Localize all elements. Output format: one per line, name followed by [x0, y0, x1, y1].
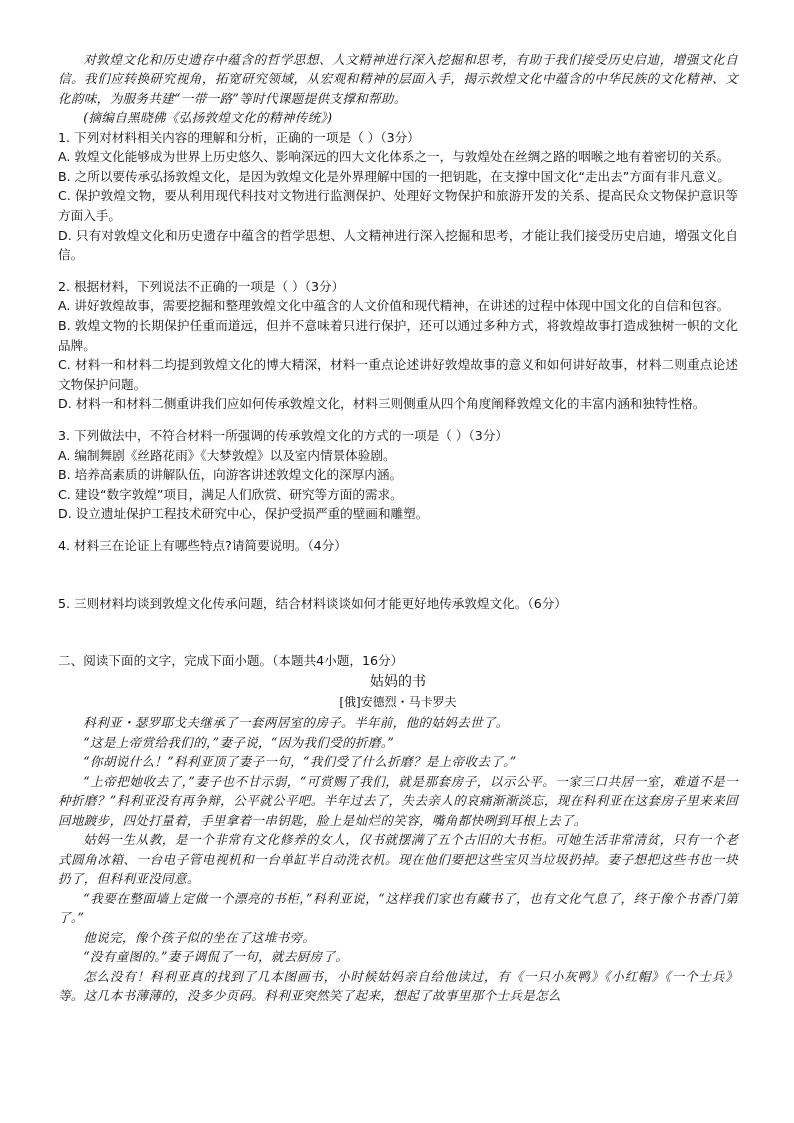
option-b: B. 之所以要传承弘扬敦煌文化，是因为敦煌文化是外界理解中国的一把钥匙，在支撑中国文化“走出去”方面有非凡意义。 — [58, 168, 730, 184]
story-paragraph: “你胡说什么！”科利亚顶了妻子一句，“我们受了什么折磨？是上帝收去了。” — [83, 754, 517, 770]
option-b: B. 敦煌文物的长期保护任重而道远，但并不意味着只进行保护，还可以通过多种方式，将敦煌故事打造成独树一帜的文化品牌。 — [58, 317, 738, 353]
question-stem: 3. 下列做法中，不符合材料一所强调的传承敦煌文化的方式的一项是（ ）（3分） — [58, 427, 508, 443]
story-paragraph: 他说完，像个孩子似的坐在了这堆书旁。 — [83, 929, 316, 945]
question-5 — [58, 594, 738, 614]
question-1 — [58, 128, 738, 265]
option-d: D. 只有对敦煌文化和历史遗存中蕴含的哲学思想、人文精神进行深入挖掘和思考，才能让我们接受历史启迪，增强文化自信。 — [58, 227, 738, 263]
story-paragraph: “没有童图的。”妻子调侃了一句，就去厨房了。 — [83, 949, 349, 965]
question-stem: 2. 根据材料，下列说法不正确的一项是（ ）（3分） — [58, 278, 345, 294]
option-a: A. 讲好敦煌故事，需要挖掘和整理敦煌文化中蕴含的人文价值和现代精神，在讲述的过程中体现中国文化的自信和包容。 — [58, 298, 730, 314]
material-excerpt — [58, 50, 738, 128]
option-c: C. 建设“数字敦煌”项目，满足人们欣赏、研究等方面的需求。 — [58, 486, 403, 502]
question-4 — [58, 536, 738, 556]
option-a: A. 敦煌文化能够成为世界上历史悠久、影响深远的四大文化体系之一，与敦煌处在丝绸之路的咽喉之地有着密切的关系。 — [58, 149, 730, 165]
question-stem: 1. 下列对材料相关内容的理解和分析，正确的一项是（ ）（3分） — [58, 129, 420, 145]
story-paragraph: “这是上帝赏给我们的，”妻子说，“因为我们受的折磨。” — [83, 734, 395, 750]
option-d: D. 材料一和材料二侧重讲我们应如何传承敦煌文化，材料三则侧重从四个角度阐释敦煌文化的丰富内涵和独特性格。 — [58, 396, 706, 412]
story-paragraph: “上帝把她收去了，”妻子也不甘示弱，“可赏赐了我们，就是那套房子，以示公平。一家三口共居一室，难道不是一种折磨？”科利亚没有再争辩，公平就公平吧。半年过去了，失去亲人的哀痛渐渐淡忘，现在科利亚在这套房子里来来回回地踱步，四处打量着，手里拿着一串钥匙，脸上是灿烂的笑容，嘴角都快咧到耳根上去了。 — [58, 773, 738, 828]
excerpt-source: (摘编自黑晓佛《弘扬敦煌文化的精神传统》) — [83, 110, 333, 126]
story-paragraph: 姑妈一生从教，是一个非常有文化修养的女人，仅书就摆满了五个古旧的大书柜。可她生活非常清贫，只有一个老式圆角冰箱、一台电子管电视机和一台单缸半自动洗衣机。现在他们要把这些宝贝当垃圾扔掉。妻子想把这些书也一块扔了，但科利亚没同意。 — [58, 832, 738, 887]
question-2 — [58, 277, 738, 414]
option-b: B. 培养高素质的讲解队伍，向游客讲述敦煌文化的深厚内涵。 — [58, 467, 403, 483]
document-page — [58, 50, 738, 1006]
question-stem: 5. 三则材料均谈到敦煌文化传承问题，结合材料谈谈如何才能更好地传承敦煌文化。（6分） — [58, 595, 567, 611]
story-paragraph: 怎么没有！科利亚真的找到了几本图画书，小时候姑妈亲自给他读过，有《一只小灰鸭》《小红帽》《一个士兵》等。这几本书薄薄的，没多少页码。科利亚突然笑了起来，想起了故事里那个士兵是怎么 — [58, 968, 738, 1004]
option-c: C. 材料一和材料二均提到敦煌文化的博大精深，材料一重点论述讲好敦煌故事的意义和如何讲好故事，材料二则重点论述文物保护问题。 — [58, 357, 738, 392]
question-3 — [58, 426, 738, 524]
option-d: D. 设立遗址保护工程技术研究中心，保护受损严重的壁画和雕塑。 — [58, 506, 429, 522]
story-author: [俄]安德烈・马卡罗夫 — [339, 695, 457, 710]
option-c: C. 保护敦煌文物，要从利用现代科技对文物进行监测保护、处理好文物保护和旅游开发的关系、提高民众文物保护意识等方面入手。 — [58, 188, 738, 223]
question-stem: 4. 材料三在论证上有哪些特点?请简要说明。（4分） — [58, 537, 347, 553]
option-a: A. 编制舞剧《丝路花雨》《大梦敦煌》以及室内情景体验剧。 — [58, 447, 396, 463]
story-title: 姑妈的书 — [370, 674, 426, 691]
story-paragraph: “我要在整面墙上定做一个漂亮的书柜，”科利亚说，“这样我们家也有藏书了，也有文化气息了，终于像个书香门第了。” — [58, 890, 738, 926]
story-paragraph: 科利亚・瑟罗耶戈夫继承了一套两居室的房子。半年前，他的姑妈去世了。 — [83, 715, 509, 731]
excerpt-paragraph: 对敦煌文化和历史遗存中蕴含的哲学思想、人文精神进行深入挖掘和思考，有助于我们接受历史启迪，增强文化自信。我们应转换研究视角，拓宽研究领域，从宏观和精神的层面入手，揭示敦煌文化中蕴含的中华民族的文化精神、文化韵味，为服务共建“一带一路”等时代课题提供支撑和帮助。 — [58, 52, 738, 106]
story-body — [58, 713, 738, 1006]
section-heading: 二、阅读下面的文字，完成下面小题。（本题共4小题，16分） — [58, 653, 404, 669]
